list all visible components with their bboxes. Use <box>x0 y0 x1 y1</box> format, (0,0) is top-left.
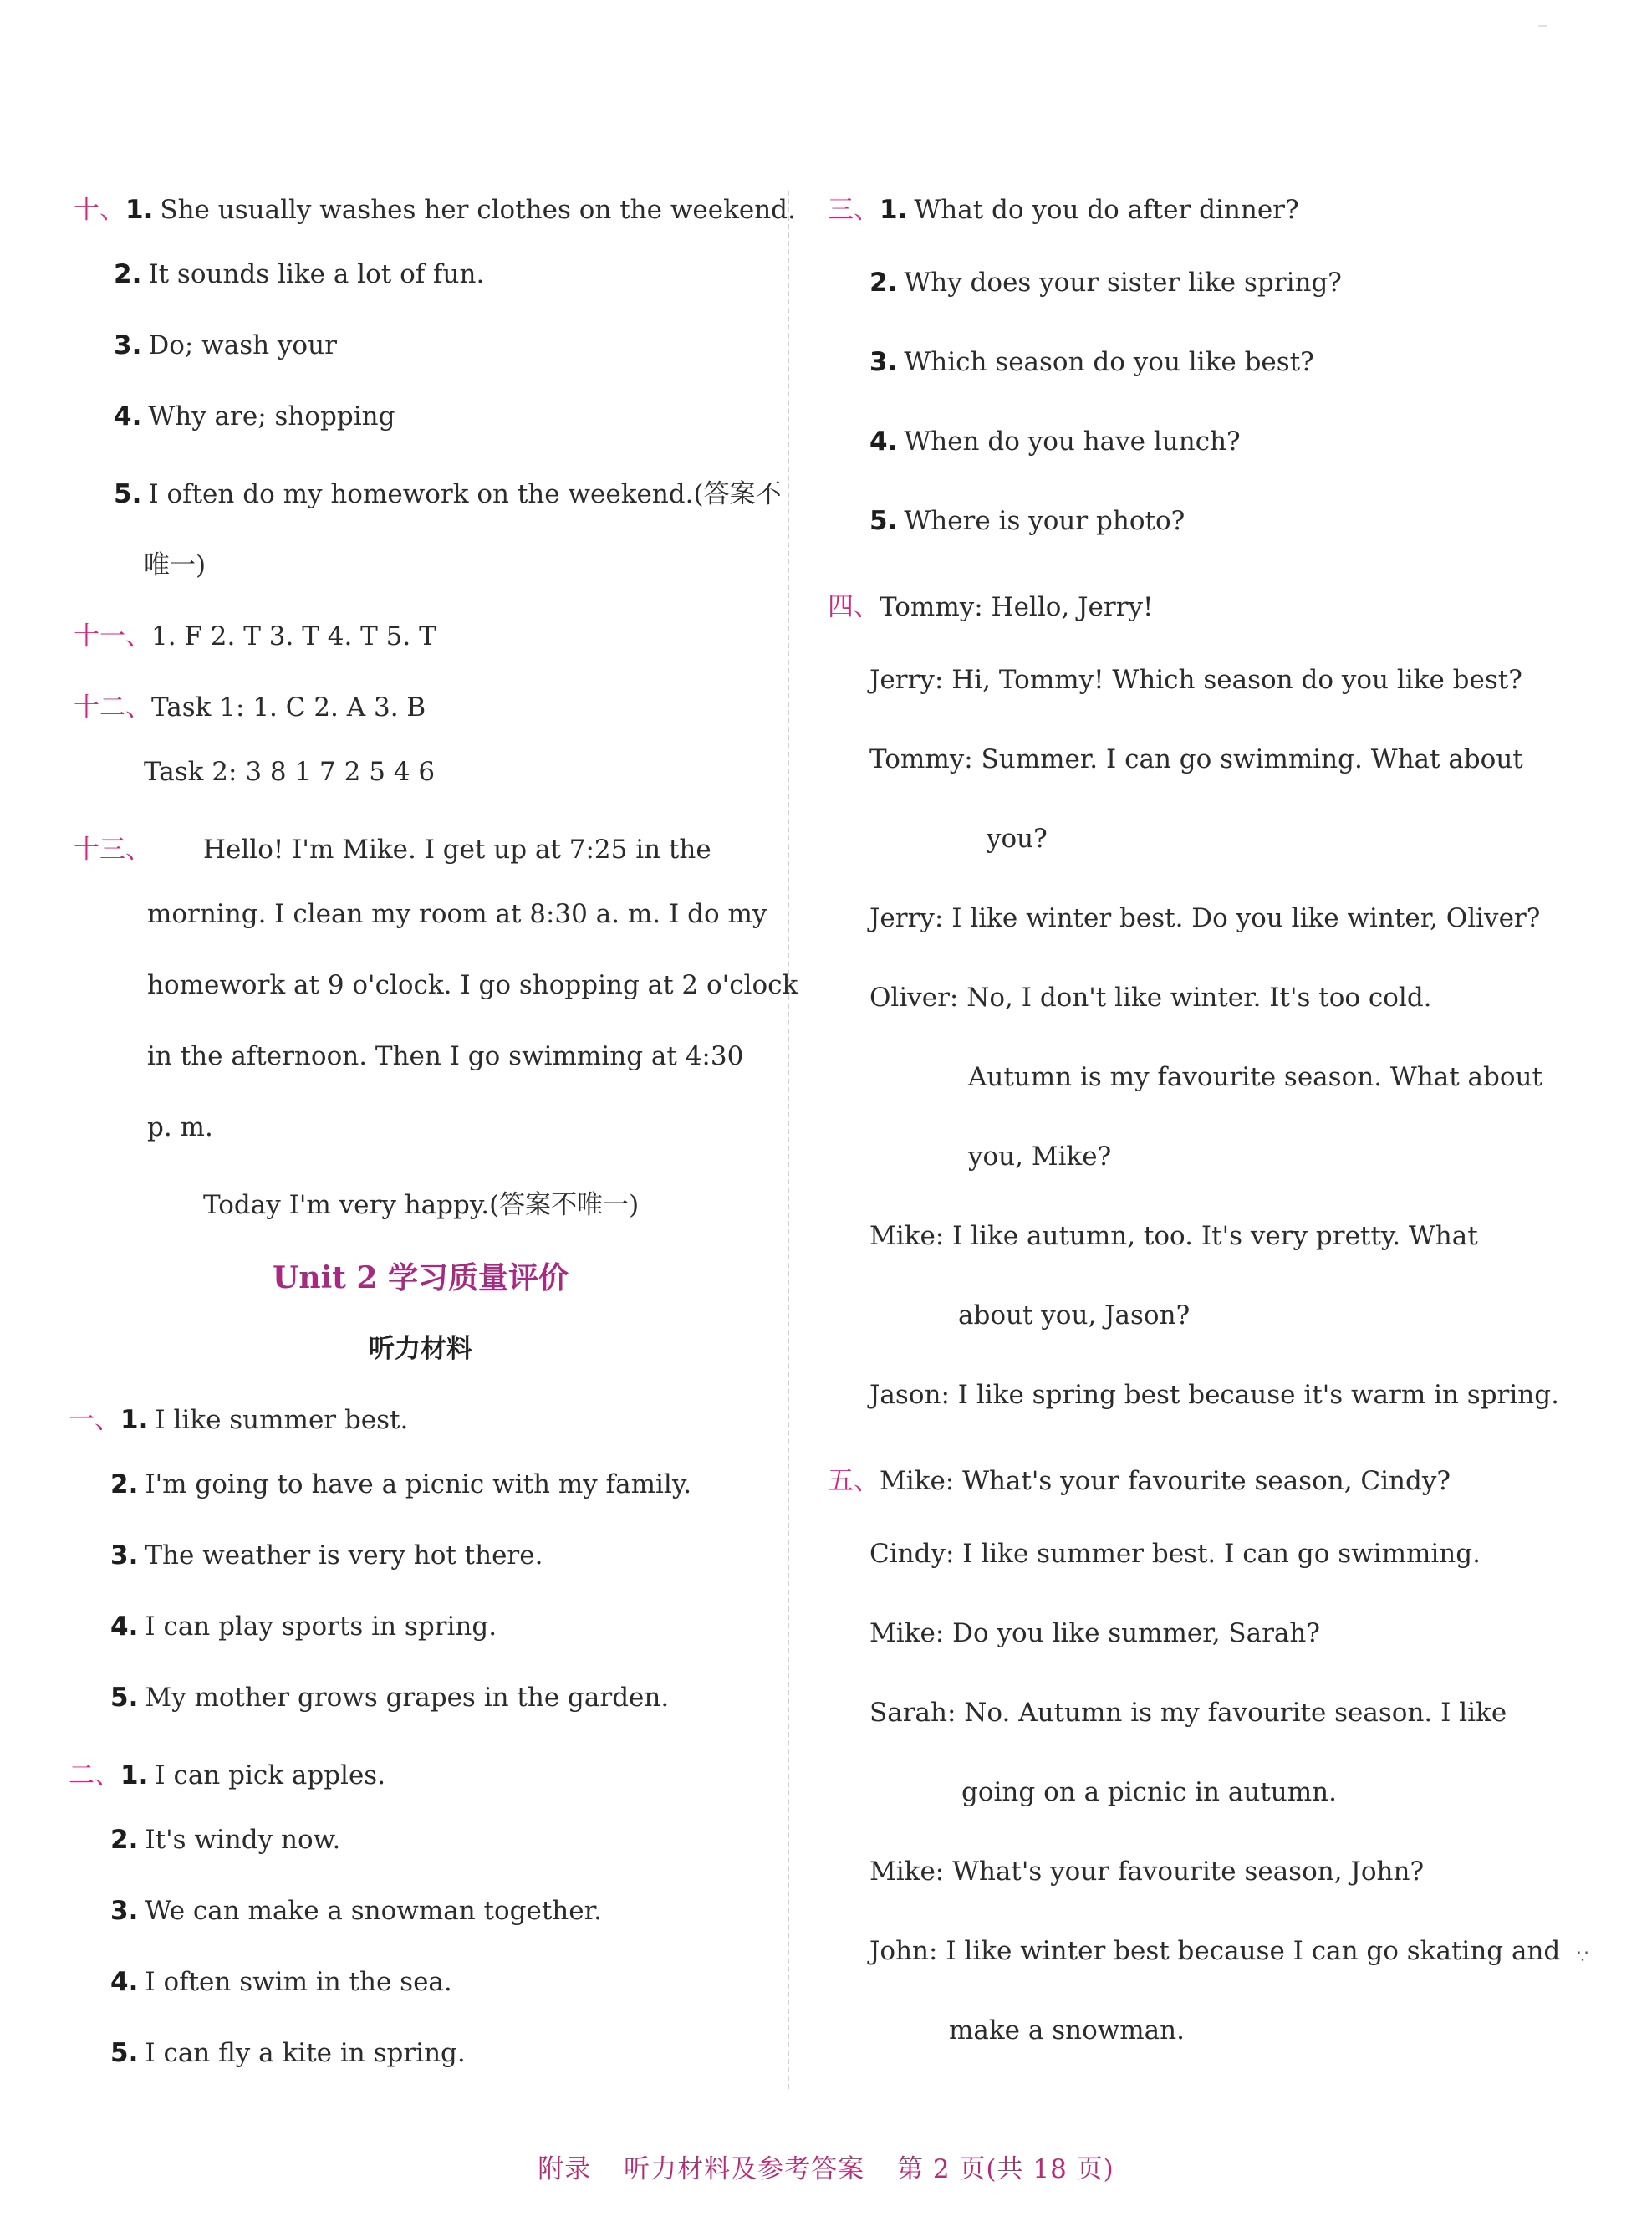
section-5-line-7: John: I like winter best because I can go skating and <box>869 1936 1561 1966</box>
section-12-task-2: Task 2: 3 8 1 7 2 5 4 6 <box>144 757 436 787</box>
section-11: 十一、1. F 2. T 3. T 4. T 5. T <box>74 621 436 651</box>
scan-dots: ∵ <box>1577 1947 1588 1968</box>
section-13-line-4: in the afternoon. Then I go swimming at 4:30 <box>147 1041 744 1071</box>
section-5-line-3: Mike: Do you like summer, Sarah? <box>869 1618 1321 1648</box>
section-5-line-6: Mike: What's your favourite season, John? <box>869 1857 1425 1887</box>
section-10-item-3: 3. Do; wash your <box>114 330 337 360</box>
section-2-item-5: 5. I can fly a kite in spring. <box>110 2038 466 2068</box>
scan-mark <box>1538 25 1547 27</box>
sub-title: 听力材料 <box>369 1334 472 1364</box>
section-4-line-9: Mike: I like autumn, too. It's very pretty. What <box>869 1221 1478 1251</box>
unit-title: Unit 2 学习质量评价 <box>273 1260 569 1295</box>
section-5-line-5: going on a picnic in autumn. <box>961 1777 1337 1807</box>
section-4-line-5: Jerry: I like winter best. Do you like winter, Oliver? <box>869 903 1541 933</box>
section-2-item-4: 4. I often swim in the sea. <box>110 1967 452 1997</box>
section-13-line-2: morning. I clean my room at 8:30 a. m. I do my <box>147 899 767 929</box>
section-13-line-3: homework at 9 o'clock. I go shopping at 2 o'clock <box>147 970 798 1000</box>
section-4-line-2: Jerry: Hi, Tommy! Which season do you like best? <box>869 665 1522 695</box>
section-4-line-10: about you, Jason? <box>958 1300 1191 1331</box>
section-10-item-1: 十、1. She usually washes her clothes on the weekend. <box>74 195 796 225</box>
section-5-line-2: Cindy: I like summer best. I can go swimming. <box>869 1539 1481 1569</box>
section-3-item-2: 2. Why does your sister like spring? <box>869 268 1342 298</box>
section-11-answers: 1. F 2. T 3. T 4. T 5. T <box>151 621 436 651</box>
section-4-line-7: Autumn is my favourite season. What about <box>968 1062 1542 1092</box>
section-12-task-1: 十二、Task 1: 1. C 2. A 3. B <box>74 692 426 723</box>
section-4-line-11: Jason: I like spring best because it's warm in spring. <box>869 1380 1559 1410</box>
section-5-line-4: Sarah: No. Autumn is my favourite season. I like <box>869 1698 1507 1728</box>
section-13-line-5: p. m. <box>147 1112 213 1142</box>
section-10-item-5-cont: 唯一) <box>144 550 206 580</box>
section-1-item-1: 一、1. I like summer best. <box>69 1405 409 1435</box>
footer-page-number: 第 2 页(共 18 页) <box>896 2154 1114 2184</box>
section-1-item-2: 2. I'm going to have a picnic with my family. <box>110 1469 692 1499</box>
section-4-line-4: you? <box>987 824 1048 854</box>
section-4-line-6: Oliver: No, I don't like winter. It's too cold. <box>869 983 1432 1013</box>
section-4-line-8: you, Mike? <box>968 1142 1112 1172</box>
page-footer <box>0 2148 1652 2185</box>
footer-appendix: 附录 <box>538 2154 592 2184</box>
section-3-item-1: 三、1. What do you do after dinner? <box>828 195 1299 225</box>
section-1-item-3: 3. The weather is very hot there. <box>110 1540 543 1571</box>
section-5-line-1: 五、Mike: What's your favourite season, Cindy? <box>828 1466 1451 1496</box>
section-2-item-1: 二、1. I can pick apples. <box>69 1760 386 1790</box>
section-10-label: 十、 <box>74 195 125 225</box>
section-10-item-4: 4. Why are; shopping <box>114 401 395 432</box>
section-2-item-2: 2. It's windy now. <box>110 1825 341 1855</box>
footer-title: 听力材料及参考答案 <box>624 2154 865 2184</box>
section-10-item-2: 2. It sounds like a lot of fun. <box>114 259 485 289</box>
section-4-line-3: Tommy: Summer. I can go swimming. What about <box>869 744 1523 774</box>
section-10-item-5: 5. I often do my homework on the weekend.(答案不 <box>114 479 782 509</box>
section-3-item-4: 4. When do you have lunch? <box>869 427 1241 457</box>
section-3-item-5: 5. Where is your photo? <box>869 506 1185 536</box>
section-3-item-3: 3. Which season do you like best? <box>869 347 1314 377</box>
column-divider <box>788 191 789 2089</box>
section-13-line-1: 十三、 Hello! I'm Mike. I get up at 7:25 in the <box>74 835 711 865</box>
section-5-line-8: make a snowman. <box>949 2015 1185 2046</box>
section-2-item-3: 3. We can make a snowman together. <box>110 1896 602 1926</box>
section-1-item-4: 4. I can play sports in spring. <box>110 1612 497 1642</box>
section-13-line-6: Today I'm very happy.(答案不唯一) <box>203 1190 640 1220</box>
section-1-item-5: 5. My mother grows grapes in the garden. <box>110 1683 670 1713</box>
section-4-line-1: 四、Tommy: Hello, Jerry! <box>828 592 1154 622</box>
